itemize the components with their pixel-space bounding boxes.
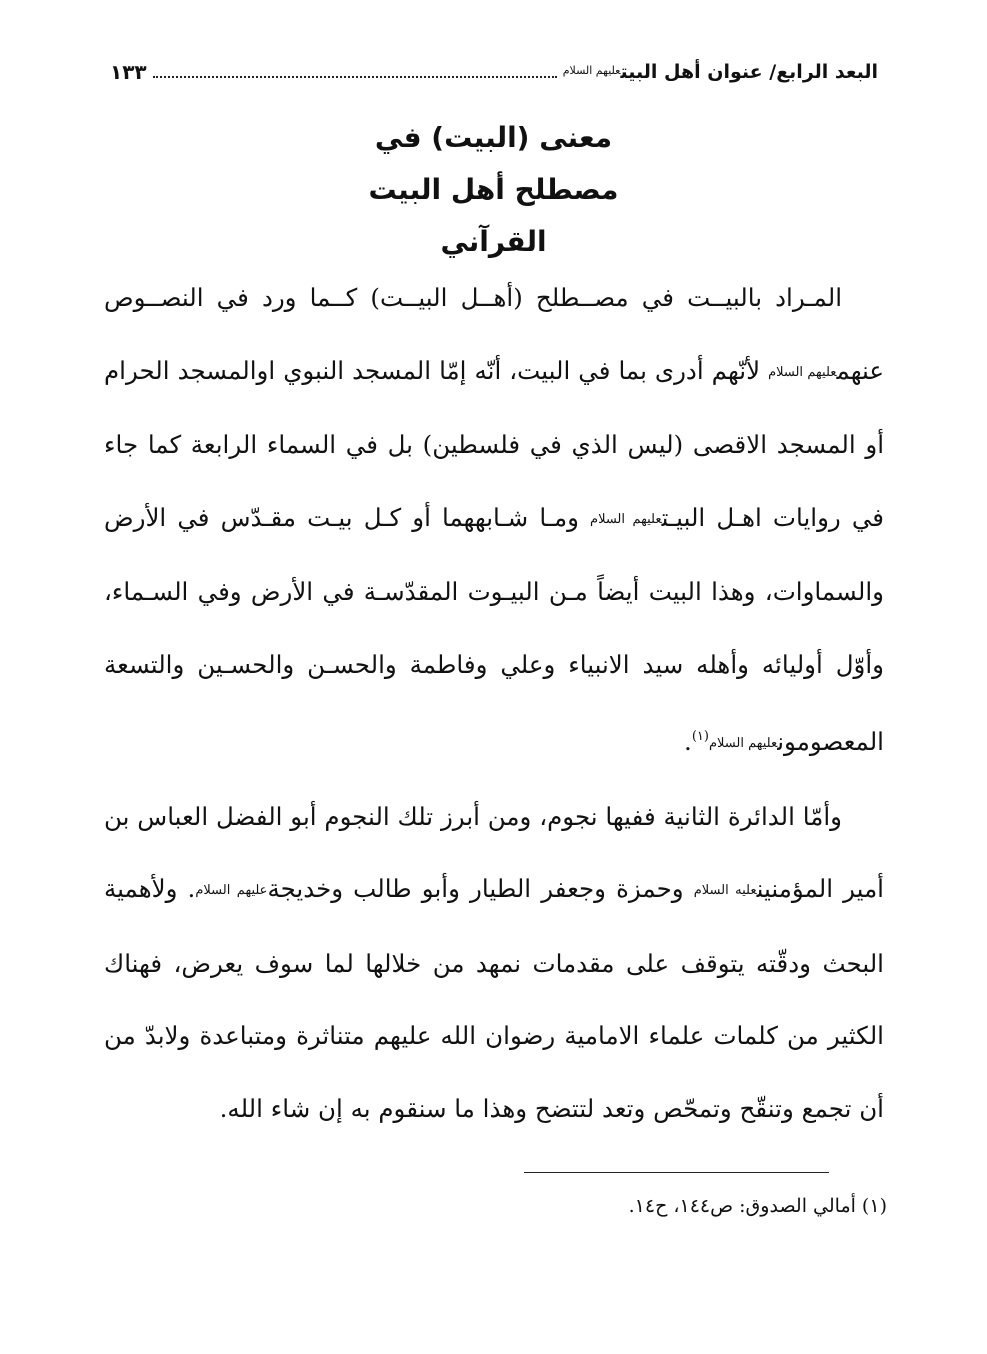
heading-line-1: معنى (البيت) في bbox=[374, 121, 613, 154]
heading-line-2: مصطلح أهل البيت bbox=[368, 173, 619, 206]
footnote-separator bbox=[524, 1172, 829, 1173]
paragraph-1-part-b: لأنّهم أدرى بما في البيت، أنّه إمّا المسجد النبوي اوالمسجد الحرام أو المسجد الاقصى (ليس الذي في فلسطين) بل في السماء الرابعة كما جاء في روايات اهـل البيـت bbox=[104, 355, 884, 532]
paragraph-1-part-a: المـراد بالبيــت في مصــطلح (أهــل البيــت) كــما ورد في النصــوص عنهم bbox=[104, 283, 885, 385]
paragraph-1-part-c: ومـا شـابههما أو كـل بيـت مقـدّس في الأرض والسماوات، وهذا البيت أيضاً مـن البيـوت المقدّسـة في الأرض وفي السـماء، وأوّل أوليائه وأهله سيد الانبياء وعلي وفاطمة والحسـن والحسـين والتسعة المعصومون bbox=[104, 502, 884, 756]
paragraph-2-part-a: وأمّا الدائرة الثانية ففيها نجوم، ومن أبرز تلك النجوم أبو الفضل العباس بن أمير المؤمنين bbox=[104, 801, 884, 903]
honorific-mark: عليهم السلام bbox=[768, 364, 837, 380]
paragraph-1-end: . bbox=[684, 727, 692, 756]
honorific-mark: عليهم السلام bbox=[708, 736, 778, 751]
honorific-mark: عليهم السلام bbox=[195, 883, 268, 898]
paragraph-1 bbox=[104, 262, 884, 781]
footnote-reference[interactable]: (١) bbox=[691, 729, 709, 744]
running-title-text: البعد الرابع/ عنوان أهل البيت bbox=[620, 61, 878, 83]
dot-leader bbox=[153, 76, 557, 78]
honorific-mark: عليهم السلام bbox=[590, 511, 662, 527]
page-number: ١٣٣ bbox=[110, 60, 147, 84]
running-header bbox=[110, 52, 878, 92]
section-heading bbox=[0, 112, 987, 268]
body-text bbox=[104, 262, 884, 1145]
paragraph-2-part-b: وحمزة وجعفر الطيار وأبو طالب وخديجة bbox=[267, 874, 694, 903]
paragraph-2 bbox=[104, 781, 884, 1146]
heading-line-3: القرآني bbox=[440, 225, 547, 258]
honorific-mark: عليهم السلام bbox=[562, 64, 621, 77]
paragraph-2-part-c: . ولأهمية البحث ودقّته يتوقف على مقدمات نمهد من خلالها لما سوف يعرض، فهناك الكثير من كلمات علماء الامامية رضوان الله عليهم متناثرة ومتباعدة ولابدّ من أن تجمع وتنقّح وتمحّص وتعد لتتضح وهذا ما سنقوم به إن شاء الله. bbox=[104, 874, 884, 1123]
footnote: (١) أمالي الصدوق: ص١٤٤، ح١٤. bbox=[628, 1195, 887, 1217]
running-title bbox=[563, 61, 878, 83]
honorific-mark: عليه السلام bbox=[693, 883, 757, 898]
